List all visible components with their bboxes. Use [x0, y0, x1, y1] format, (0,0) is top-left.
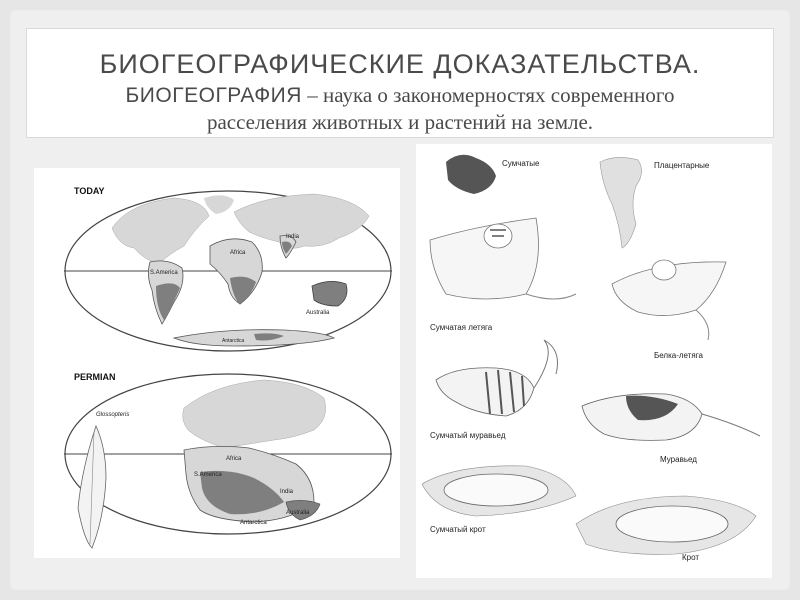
- permian-samerica-label: S.America: [194, 472, 222, 478]
- slide-subtitle: [27, 82, 773, 135]
- today-samerica-label: S.America: [150, 270, 178, 276]
- flying-squirrel-drawing: [612, 260, 726, 340]
- subtitle-line2: расселения животных и растений на земле.: [206, 110, 594, 134]
- continental-drift-figure: [34, 168, 400, 558]
- mole-label: Крот: [682, 553, 700, 562]
- numbat-drawing: [436, 340, 558, 416]
- animals-svg: [416, 144, 772, 578]
- today-india-label: India: [286, 234, 300, 240]
- today-australia-label: Australia: [306, 310, 330, 316]
- marsupial-mole-drawing: [422, 466, 576, 516]
- mole-drawing: [576, 496, 756, 554]
- today-antarctica-label: Antarctica: [222, 338, 245, 344]
- permian-africa-label: Africa: [226, 456, 242, 462]
- today-africa-label: Africa: [230, 250, 246, 256]
- permian-map: [64, 374, 392, 534]
- permian-india-label: India: [280, 489, 294, 495]
- slide-title: БИОГЕОГРАФИЧЕСКИЕ ДОКАЗАТЕЛЬСТВА.: [99, 49, 701, 79]
- permian-label: PERMIAN: [74, 372, 116, 382]
- today-map: [64, 191, 392, 351]
- flying-squirrel-label: Белка-летяга: [654, 351, 703, 360]
- sugar-glider-drawing: [430, 218, 576, 299]
- anteater-drawing: [582, 394, 760, 441]
- permian-australia-label: Australia: [286, 510, 310, 516]
- placentals-label: Плацентарные: [654, 161, 710, 170]
- numbat-label: Сумчатый муравьед: [430, 431, 506, 440]
- permian-antarctica-label: Antarctica: [240, 520, 267, 526]
- marsupial-mole-label: Сумчатый крот: [430, 525, 486, 534]
- today-label: TODAY: [74, 186, 105, 196]
- convergent-evolution-figure: [416, 144, 772, 578]
- marsupials-label: Сумчатые: [502, 159, 540, 168]
- glossopteris-label: Glossopteris: [96, 412, 130, 418]
- title-box: [26, 28, 774, 138]
- americas-silhouette: [600, 157, 642, 248]
- sugar-glider-label: Сумчатая летяга: [430, 323, 493, 332]
- anteater-label: Муравьед: [660, 455, 697, 464]
- subtitle-term: БИОГЕОГРАФИЯ: [125, 84, 302, 107]
- australia-shape: [312, 281, 347, 306]
- subtitle-rest-line1: – наука о закономерностях современного: [301, 83, 675, 107]
- australia-silhouette: [446, 155, 496, 194]
- maps-svg: [34, 168, 400, 558]
